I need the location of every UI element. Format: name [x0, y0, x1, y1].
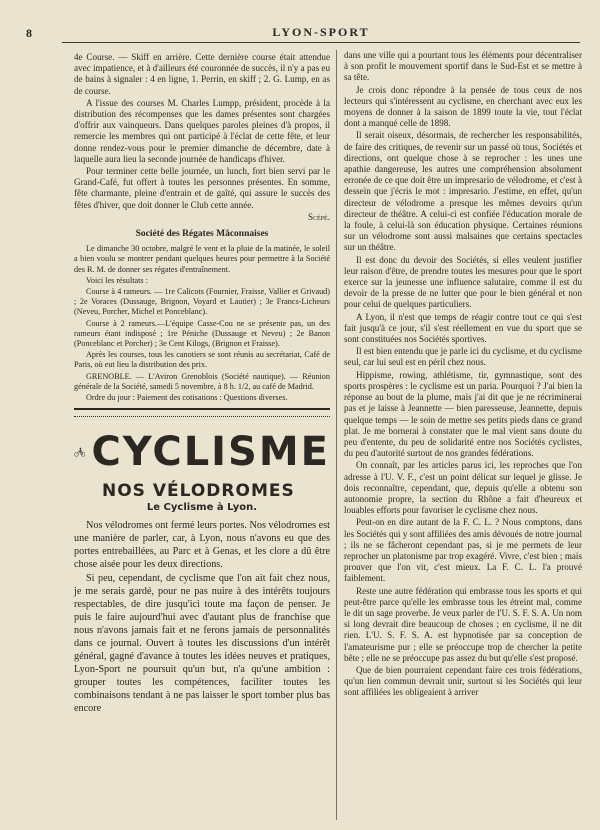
paragraph: dans une ville qui a pourtant tous les éléments pour décentraliser à son profit le mouvement sportif dans le Sud-Est et se mettre à sa tête.	[344, 50, 582, 83]
paragraph: Reste une autre fédération qui embrasse tous les sports et qui peut-être parce qu'elle les embrasse tous les étreint mal, comme le dit un sage proverbe. Je veux parler de l'U. S. F. S. A. Un nom si long devrait dire beaucoup de choses ; en cyclisme, il ne dit rien. L'U. S. F. S. A. est hypnotisée par sa conception de l'amateurisme pur ; elle se préoccupe trop de chercher la petite bête ; elle ne se préoccupe pas assez du but qu'elle s'est proposé.	[344, 585, 582, 663]
paragraph: Course à 2 rameurs.—L'équipe Casse-Cou ne se présente pas, un des rameurs étant indisposé ; 1re Péniche (Dussauge et Neveu) ; 2e Banon (Ponceblanc et Porcher) ; 3e Cent Kilogs, (Brignon et Fraisse).	[74, 318, 330, 349]
paragraph: Pour terminer cette belle journée, un lunch, fort bien servi par le Grand-Café, fut offert à toutes les personnes présentes. En somme, fête charmante, pleine d'entrain et de gaîté, qui assure le succès des fêtes d'hiver, que doit donner le Club cette année.	[74, 166, 330, 210]
section-heading: NOS VÉLODROMES	[102, 481, 295, 502]
banner-title: CYCLISME	[91, 428, 330, 475]
running-title: LYON-SPORT	[272, 25, 370, 39]
paragraph: Il est bien entendu que je parle ici du cyclisme, et du cyclisme seul, car lui seul est en péril chez nous.	[344, 346, 583, 368]
paragraph: Peut-on en dire autant de la F. C. L. ? Nous comptons, dans les Sociétés qui y sont affiliées des amis dévoués de notre journal ; ils ne se fâcheront cependant pas, si je me permets de leur reprocher un platonisme par trop exagéré. Vivre, c'est bien ; mais prouver que l'on vit, c'est mieux. La F. C. L. l'a prouvé faiblement.	[344, 517, 582, 584]
right-column	[344, 50, 582, 700]
paragraph: Nos vélodromes ont fermé leurs portes. Nos vélodromes est une manière de parler, car, à Lyon, nous n'avons eu que des portes entrebaillées, au Parc et à Genas, et les clore a dû être chose aisée pour les deux directions.	[74, 519, 330, 570]
article-title: Le Cyclisme à Lyon.	[146, 501, 258, 513]
cyclisme-banner	[74, 422, 330, 482]
regates-article	[74, 244, 330, 403]
paragraph: A Lyon, il n'est que temps de réagir contre tout ce qui s'est fait jusqu'à ce jour, s'il s'est réellement en vue du sport que se sont constituées nos Sociétés sportives.	[344, 311, 582, 345]
column-divider	[336, 50, 337, 820]
paragraph: GRENOBLE. — L'Aviron Grenoblois (Société nautique). — Réunion générale de la Société, samedi 5 novembre, à 8 h. 1/2, au café de Madrid.	[74, 371, 330, 391]
paragraph: Hippisme, rowing, athlétisme, tir, gymnastique, sont des sports prospères : le cyclisme est un paria. Pourquoi ? J'ai bien la réponse au bout de la plume, mais j'ai dit que je ne récriminerai pas et je laisse à Jeannette — bien paresseuse, Jeannette, depuis quelque temps — le soin de mettre ses petits pieds dans ce grand plat. Je me bornerai à constater que le mal vient sans doute du peu d'entente, du peu de solidarité entre nos Sociétés cyclistes, du peu d'autorité surtout de nos grandes fédérations.	[344, 369, 582, 459]
paragraph: Après les courses, tous les canotiers se sont réunis au secrétariat, Café de Paris, où eut lieu la distribution des prix.	[74, 350, 330, 370]
paragraph: Course à 4 rameurs. — 1re Calicots (Fournier, Fraisse, Vallier et Grivaud) ; 2e Voraces (Dussauge, Brignon, Voyard et Lautier) ; 3e Francs-Licheurs (Neveu, Porcher, Michel et Ponceblanc).	[74, 287, 330, 317]
paragraph: Si peu, cependant, de cyclisme que l'on ait fait chez nous, je me serais gardé, pour ne pas nuire à des intérêts toujours respectables, de dire jusqu'ici toute ma façon de penser. Je puis le faire aujourd'hui avec d'autant plus de franchise que nous n'avons jamais fait et ne ferons jamais de personnalités dans ce journal. Ouvert à toutes les discussions d'un intérêt général, gagné d'avance à toutes les idées neuves et pratiques, Lyon-Sport ne poursuit qu'un but, n'a qu'une ambition : grouper toutes les compétences, faciliter toutes les combinaisons tendant à ne pas laisser le sport tomber plus bas encore	[74, 572, 330, 714]
left-column	[74, 52, 330, 716]
running-header	[62, 26, 580, 43]
velodromes-article	[74, 519, 330, 715]
paragraph: Que de bien pourraient cependant faire ces trois fédérations, qu'un lien commun devrait unir, surtout si les Sociétés qui leur sont affiliées les obligeaient à arriver	[344, 664, 582, 698]
paragraph: Le dimanche 30 octobre, malgré le vent et la pluie de la matinée, le soleil a bien voulu se montrer pendant quelques heures pour permettre à la Société des R. M. de donner ses régates d'entraînement.	[74, 244, 330, 274]
paragraph: On connaît, par les articles parus ici, les reproches que l'on adresse à l'U. V. F., c'est un point délicat sur lequel je glisse. Je dois reconnaître, cependant, que, depuis qu'elle a obtenu son autonomie propre, la section du Rhône a fait d'heureux et louables efforts pour favoriser le cyclisme chez nous.	[344, 460, 582, 516]
paragraph: Voici les résultats :	[86, 275, 148, 285]
paragraph: A l'issue des courses M. Charles Lumpp, président, procède à la distribution des récompenses que les dames présentes sont chargées d'offrir aux vainqueurs. Dans quelques paroles pleines d'à propos, il remercie les membres qui ont participé à l'éclat de cette fête, et leur donne rendez-vous pour le premier dimanche de décembre, date à laquelle aura lieu la seconde journée de handicaps d'hiver.	[74, 97, 330, 164]
page-number: 8	[26, 26, 32, 40]
paragraph: 4e Course. — Skiff en arrière. Cette dernière course était attendue avec impatience, et à d'ailleurs été couronnée de succès, il n'y a pas eu de bains à signaler : 4 en ligne, 1. Perrin, en skiff ; 2. G. Lump, en as de course.	[74, 52, 330, 96]
section-heading: Société des Régates Mâconnaises	[135, 229, 269, 240]
paragraph: Il est donc du devoir des Sociétés, si elles veulent justifier leur raison d'être, de prendre toutes les mesures pour que le sport exerce sur la jeunesse une influence salutaire, comme il est du devoir de la presse de ne lutter que pour le bien général et non pour celui de quelques particuliers.	[344, 254, 582, 310]
paragraph: Ordre du jour : Paiement des cotisations : Questions diverses.	[86, 393, 288, 403]
signature: Scépé.	[308, 211, 330, 222]
paragraph: Il serait oiseux, désormais, de rechercher les responsabilités, de faire des critiques, de revenir sur un passé où tous, Sociétés et directions, ont quelque chose à se reprocher : les unes une apathie dangereuse, les autres une compréhension absolument erronée de ce que doit être un impresario de vélodrome, et c'est à dessein que j'écris le mot : impresario. J'estime, en effet, qu'un directeur de vélodrome a presque les mêmes devoirs qu'un directeur de théâtre. A celui-ci est confiée l'éducation morale de la foule, à celui-là son éducation physique. Certaines réunions sur un vélodrome sont aussi malsaines que certains spectacles sur un théâtre.	[344, 130, 582, 253]
paragraph: Je crois donc répondre à la pensée de tous ceux de nos lecteurs qui s'intéressent au cyclisme, en cherchant avec eux les moyens de donner à la saison de 1899 toute la vie, tout l'éclat dont a manqué celle de 1898.	[344, 84, 582, 129]
ornamental-rule	[74, 408, 330, 417]
cyclist-icon	[74, 430, 85, 474]
